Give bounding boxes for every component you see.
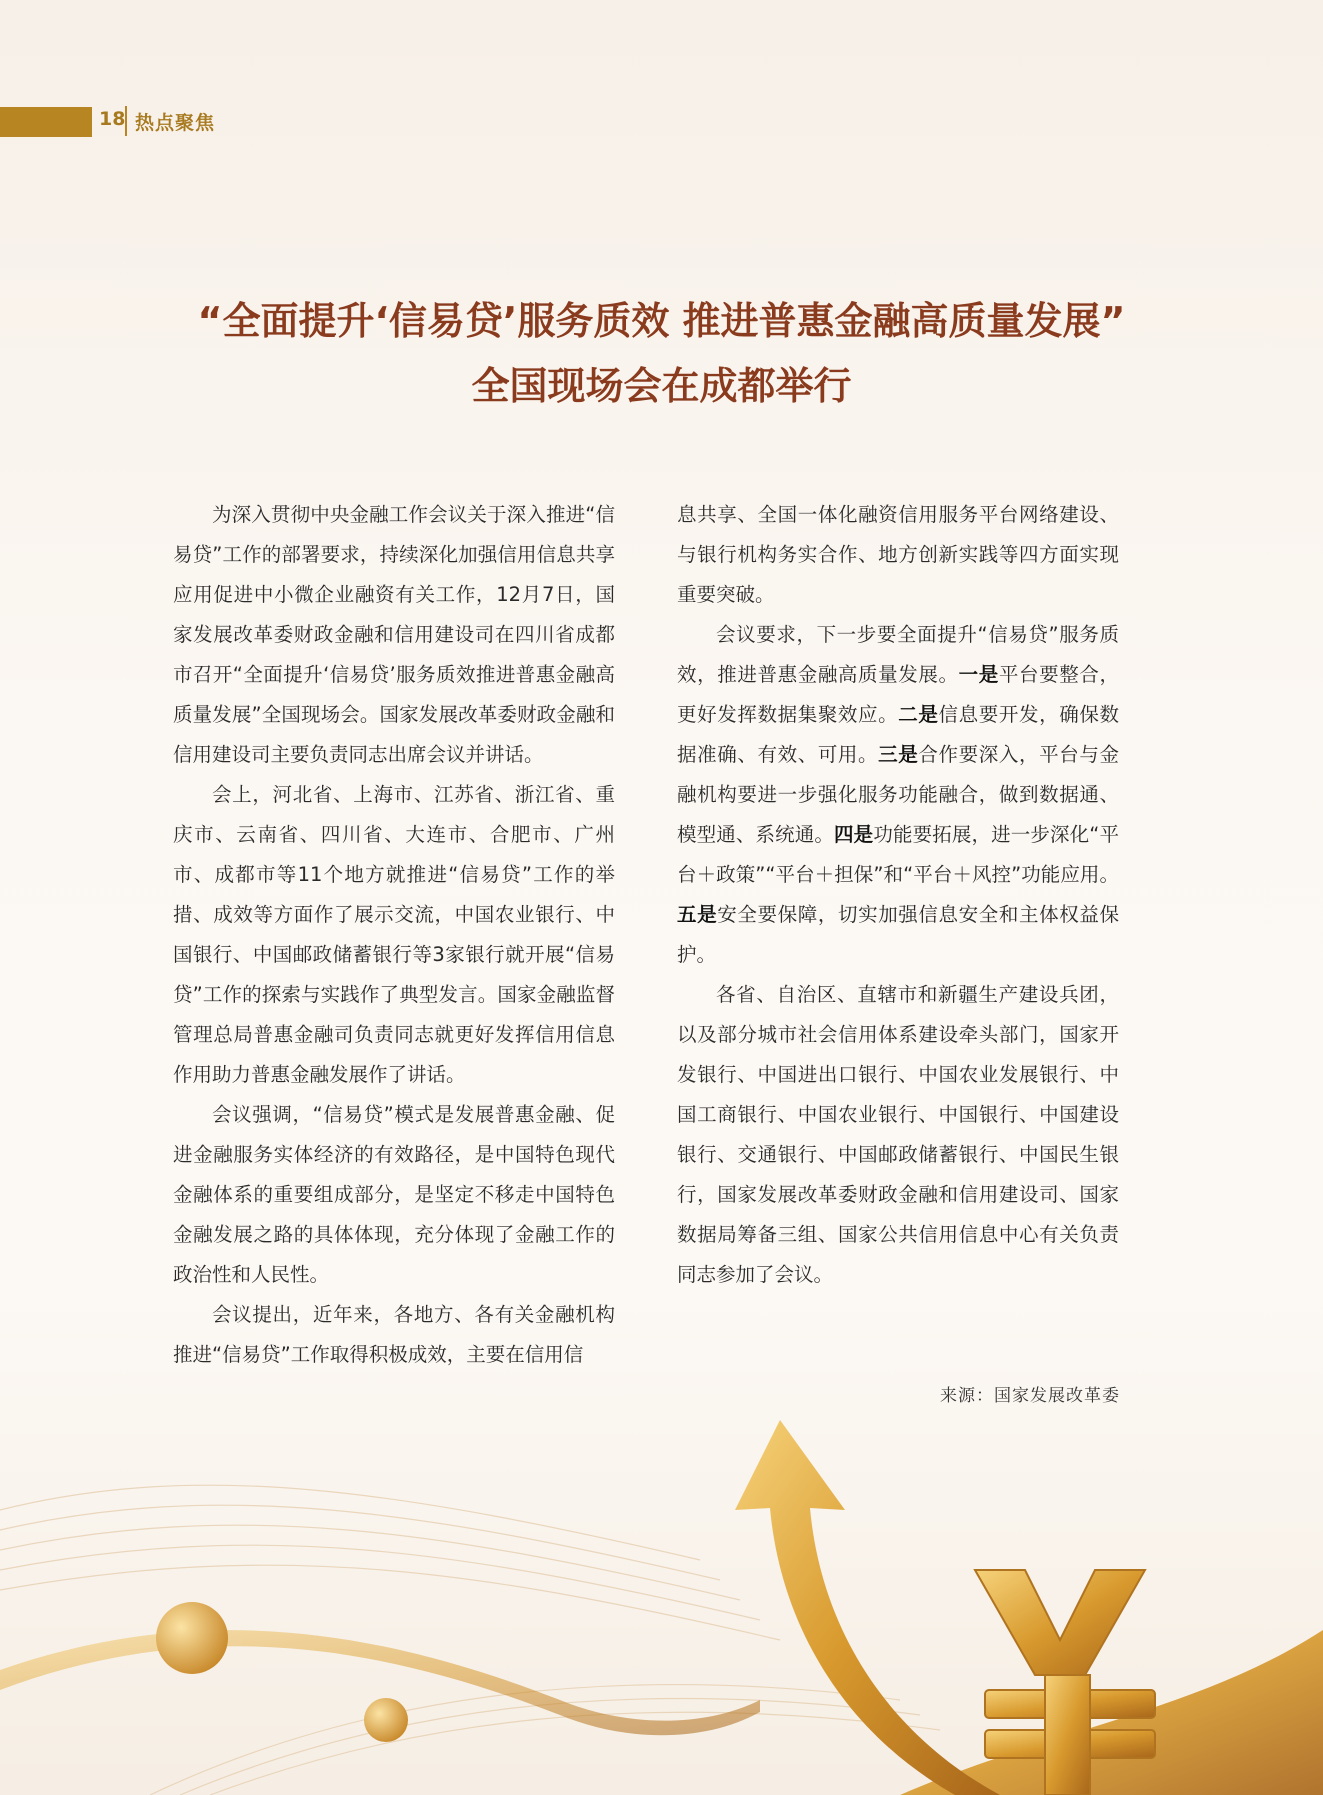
point-text: 功能要拓展，进一步深化“平台＋政策”“平台＋担保”和“平台＋风控”功能应用。 [677, 823, 1119, 886]
point-key: 四是 [834, 823, 874, 846]
section-label: 热点聚焦 [135, 112, 216, 134]
point-key: 一是 [958, 663, 999, 686]
left-column [173, 495, 615, 1375]
page-number: 18 [99, 108, 126, 130]
paragraph: 会议强调，“信易贷”模式是发展普惠金融、促进金融服务实体经济的有效路径，是中国特色现代金融体系的重要组成部分，是坚定不移走中国特色金融发展之路的具体体现，充分体现了金融工作的政治性和人民性。 [173, 1103, 615, 1286]
right-column [677, 495, 1119, 1295]
header-separator [125, 106, 127, 136]
point-key: 五是 [677, 903, 718, 926]
point-key: 三是 [878, 743, 919, 766]
source-credit: 来源：国家发展改革委 [940, 1386, 1120, 1406]
paragraph-requirements [677, 615, 1119, 975]
header-accent-bar [0, 107, 92, 137]
paragraph: 为深入贯彻中央金融工作会议关于深入推进“信易贷”工作的部署要求，持续深化加强信用信息共享应用促进中小微企业融资有关工作，12月7日，国家发展改革委财政金融和信用建设司在四川省成都市召开“全面提升‘信易贷’服务质效推进普惠金融高质量发展”全国现场会。国家发展改革委财政金融和信用建设司主要负责同志出席会议并讲话。 [173, 503, 615, 766]
gold-ball-icon [364, 1698, 408, 1742]
paragraph: 会议提出，近年来，各地方、各有关金融机构推进“信易贷”工作取得积极成效，主要在信用信 [173, 1303, 615, 1366]
paragraph: 各省、自治区、直辖市和新疆生产建设兵团，以及部分城市社会信用体系建设牵头部门，国家开发银行、中国进出口银行、中国农业发展银行、中国工商银行、中国农业银行、中国银行、中国建设银行、交通银行、中国邮政储蓄银行、中国民生银行，国家发展改革委财政金融和信用建设司、国家数据局筹备三组、国家公共信用信息中心有关负责同志参加了会议。 [677, 983, 1119, 1286]
headline-line-2: 全国现场会在成都举行 [471, 364, 852, 408]
intro-text: 会议要求，下一步要全面提升“信易贷”服务质效，推进普惠金融高质量发展。 [677, 623, 1119, 686]
point-text: 平台要整合，更好发挥数据集聚效应。 [677, 663, 1119, 726]
paragraph: 息共享、全国一体化融资信用服务平台网络建设、与银行机构务实合作、地方创新实践等四方面实现重要突破。 [677, 503, 1119, 606]
point-text: 信息要开发，确保数据准确、有效、可用。 [677, 703, 1119, 766]
point-key: 二是 [898, 703, 939, 726]
paragraph: 会上，河北省、上海市、江苏省、浙江省、重庆市、云南省、四川省、大连市、合肥市、广州市、成都市等11个地方就推进“信易贷”工作的举措、成效等方面作了展示交流，中国农业银行、中国银行、中国邮政储蓄银行等3家银行就开展“信易贷”工作的探索与实践作了典型发言。国家金融监督管理总局普惠金融司负责同志就更好发挥信用信息作用助力普惠金融发展作了讲话。 [173, 783, 615, 1086]
headline-line-1: “全面提升‘信易贷’服务质效 推进普惠金融高质量发展” [197, 299, 1126, 343]
gold-up-arrow-icon [735, 1420, 1000, 1795]
point-text: 安全要保障，切实加强信息安全和主体权益保护。 [677, 903, 1119, 966]
decorative-illustration [0, 1400, 1323, 1795]
point-text: 合作要深入，平台与金融机构要进一步强化服务功能融合，做到数据通、模型通、系统通。 [677, 743, 1119, 846]
gold-ball-icon [156, 1602, 228, 1674]
